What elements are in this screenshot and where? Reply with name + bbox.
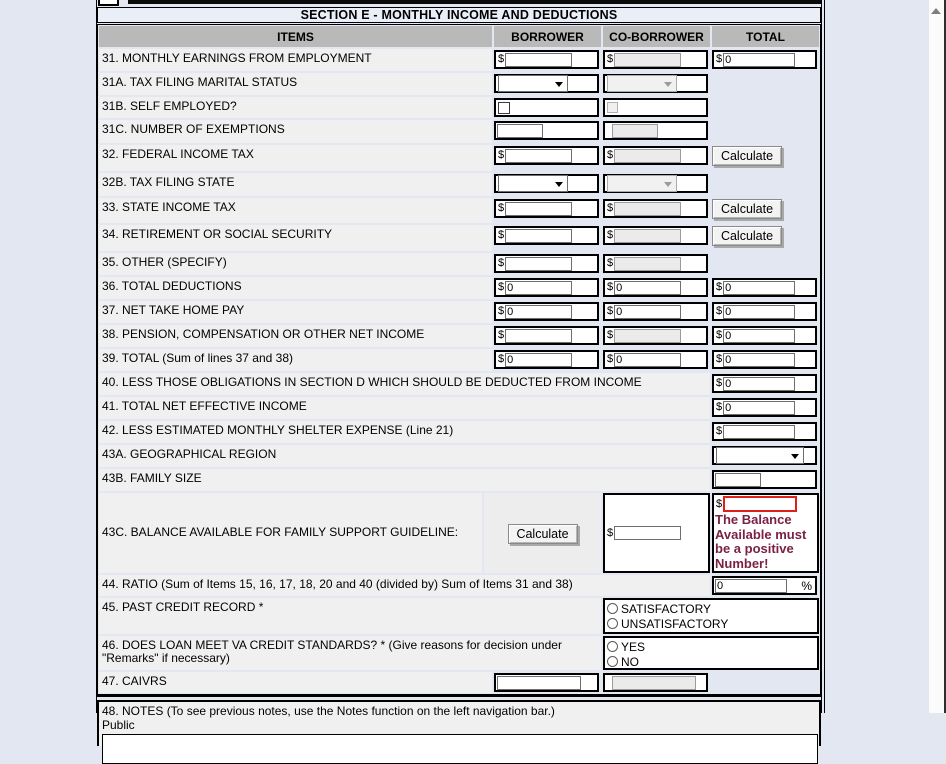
row-31-borrower-amount-input[interactable] [505,53,572,67]
field-box [494,199,599,218]
form-panel [96,0,825,732]
radio-option-yes [607,639,817,654]
row-44-label: 44. RATIO (Sum of Items 15, 16, 17, 18, 20 and 40 (divided by) Sum of Items 31 and 38) [99,575,710,596]
field-box [603,74,708,93]
dollar-sign: $ [498,149,505,161]
field-box [494,673,599,692]
row-44-ratio-input[interactable] [715,579,787,593]
notes-textarea[interactable] [102,734,818,764]
row-41 [99,397,819,419]
row-31B-label: 31B. SELF EMPLOYED? [99,97,492,118]
cell-33-coborrower [603,198,710,223]
row-32B-coborrower-select[interactable] [607,175,677,192]
cell-31C-coborrower [603,120,710,143]
row-35 [99,253,819,275]
field-box [603,226,708,245]
field-box [603,98,708,117]
row-31-total-amount-input[interactable] [723,53,795,67]
cell-31-coborrower [603,49,710,71]
row-43A-label: 43A. GEOGRAPHICAL REGION [99,445,710,467]
cell-34-total [712,225,819,251]
row-47 [99,672,819,693]
row-43C [99,493,819,573]
dollar-sign: $ [716,497,723,510]
up-arrow-icon [931,8,941,14]
row-43C-calculate-button[interactable]: Calculate [508,524,578,544]
cell-37-total [712,301,819,323]
row-31C [99,120,819,143]
row-31 [99,49,819,71]
row-45-options-box [603,598,819,634]
column-header-co-borrower: CO-BORROWER [603,26,710,47]
row-42 [99,421,819,443]
field-box [603,673,708,692]
cell-35-borrower [494,253,601,275]
field-box [712,278,817,297]
field-box [603,50,708,69]
scrollbar[interactable] [929,0,944,713]
dollar-sign: $ [498,257,505,269]
row-39-coborrower-amount-input[interactable] [614,353,681,367]
field-box [603,302,708,321]
row-41-label: 41. TOTAL NET EFFECTIVE INCOME [99,397,710,419]
dollar-sign: $ [498,329,505,341]
dollar-sign: $ [607,149,614,161]
cell-39-borrower [494,349,601,371]
field-box [603,174,708,193]
radio-label: SATISFACTORY [621,601,712,616]
row-46-options-box [603,636,819,670]
row-45-radio-unsatisfactory[interactable] [607,618,618,629]
row-32-borrower-amount-input[interactable] [505,149,572,163]
row-39 [99,349,819,371]
row-38-total-amount-input[interactable] [723,329,795,343]
row-36-label: 36. TOTAL DEDUCTIONS [99,277,492,299]
dollar-sign: $ [498,229,505,241]
row-31-coborrower-amount-input[interactable] [614,53,681,67]
field-box [712,374,817,393]
cell-32-borrower [494,145,601,171]
row-31A-label: 31A. TAX FILING MARITAL STATUS [99,73,492,95]
row-36-total-amount-input[interactable] [723,281,795,295]
row-46-radio-no[interactable] [607,656,618,667]
row-46-label: 46. DOES LOAN MEET VA CREDIT STANDARDS? * (Give reasons for decision under "Remarks" if necessary) [99,636,601,670]
cutoff-field-edge [128,0,821,4]
row-33-borrower-amount-input[interactable] [505,202,572,216]
row-43B-total-input[interactable] [715,473,761,487]
row-32 [99,145,819,171]
row-31A-coborrower-select[interactable] [607,75,677,92]
row-43C-total-cell [712,493,819,573]
row-32B [99,173,819,196]
cell-38-coborrower [603,325,710,347]
row-35-label: 35. OTHER (SPECIFY) [99,253,492,275]
row-43B-label: 43B. FAMILY SIZE [99,469,710,491]
cell-31-borrower [494,49,601,71]
row-32-coborrower-amount-input[interactable] [614,149,681,163]
row-43C-total-input[interactable] [723,496,797,512]
column-header-items: ITEMS [99,26,492,47]
radio-label: UNSATISFACTORY [621,616,729,631]
cell-39-coborrower [603,349,710,371]
row-37-label: 37. NET TAKE HOME PAY [99,301,492,323]
row-39-total-amount-input[interactable] [723,353,795,367]
column-header-total: TOTAL [712,26,819,47]
dollar-sign: $ [716,377,723,389]
row-42-total-amount-input[interactable] [723,425,795,439]
cell-32B-coborrower [603,173,710,196]
field-box [494,146,599,165]
dollar-sign: $ [716,401,723,413]
cell-47-coborrower [603,672,710,693]
field-box [494,174,599,193]
cell-38-total [712,325,819,347]
field-box [494,226,599,245]
row-34-borrower-amount-input[interactable] [505,229,572,243]
dollar-sign: $ [498,281,505,293]
cell-39-total [712,349,819,371]
cell-31B-coborrower [603,97,710,118]
cell-41-total [712,397,819,419]
row-31B [99,97,819,118]
cell-34-coborrower [603,225,710,251]
cell-44-total [712,575,819,596]
row-43C-amount-input[interactable] [614,526,681,540]
cell-35-coborrower [603,253,710,275]
row-31C-coborrower-input[interactable] [612,124,658,138]
field-box [603,146,708,165]
row-36 [99,277,819,299]
cell-35-total [712,253,819,275]
row-32-calculate-button[interactable]: Calculate [712,146,782,166]
row-38-coborrower-amount-input[interactable] [614,329,681,343]
dollar-sign: $ [607,281,614,293]
row-43A [99,445,819,467]
field-box [712,446,817,465]
cell-32-total [712,145,819,171]
row-33 [99,198,819,223]
field-box [494,350,599,369]
cutoff-input-box [98,0,119,6]
row-31-label: 31. MONTHLY EARNINGS FROM EMPLOYMENT [99,49,492,71]
row-43C-label: 43C. BALANCE AVAILABLE FOR FAMILY SUPPORT GUIDELINE: [99,493,482,573]
field-box [603,350,708,369]
cell-43B-total [712,469,819,491]
row-35-borrower-amount-input[interactable] [505,257,572,271]
cell-31A-total [712,73,819,95]
row-31B-borrower-checkbox[interactable] [498,102,510,114]
cell-36-total [712,277,819,299]
income-table [97,24,821,697]
row-33-label: 33. STATE INCOME TAX [99,198,492,223]
row-38 [99,325,819,347]
row-43C-error-input-line [715,496,816,512]
field-box [494,254,599,273]
dollar-sign: $ [716,281,723,293]
cell-31-total [712,49,819,71]
field-box [494,50,599,69]
row-43A-total-select[interactable] [716,447,804,464]
field-box [712,50,817,69]
field-box [603,493,710,573]
row-45-label: 45. PAST CREDIT RECORD * [99,598,601,634]
row-34 [99,225,819,251]
cell-31B-borrower [494,97,601,118]
row-40 [99,373,819,395]
field-box [603,199,708,218]
field-box [712,302,817,321]
row-31A-borrower-select[interactable] [498,75,568,92]
notes-visibility: Public [102,718,135,732]
field-box [712,350,817,369]
cell-40-total [712,373,819,395]
field-box [494,302,599,321]
row-32-label: 32. FEDERAL INCOME TAX [99,145,492,171]
cell-31A-coborrower [603,73,710,95]
cell-31C-total [712,120,819,143]
dollar-sign: $ [607,53,614,65]
field-box [603,254,708,273]
cell-31B-total [712,97,819,118]
row-47-borrower-input[interactable] [497,676,581,690]
cell-32B-total [712,173,819,196]
row-33-coborrower-amount-input[interactable] [614,202,681,216]
radio-label: YES [621,639,646,654]
dollar-sign: $ [607,202,614,214]
dollar-sign: $ [607,229,614,241]
dollar-sign: $ [498,305,505,317]
notes-label: 48. NOTES (To see previous notes, use the Notes function on the left navigation bar.) [102,704,555,718]
cell-37-borrower [494,301,601,323]
scroll-up-button[interactable] [931,7,942,16]
cell-31A-borrower [494,73,601,95]
row-46-radio-yes[interactable] [607,641,618,652]
row-43C-calc-cell [484,493,601,573]
row-39-borrower-amount-input[interactable] [505,353,572,367]
radio-label: NO [621,654,639,669]
cell-36-coborrower [603,277,710,299]
cell-32B-borrower [494,173,601,196]
row-43C-error-box [712,493,819,573]
dollar-sign: $ [607,257,614,269]
row-31C-label: 31C. NUMBER OF EXEMPTIONS [99,120,492,143]
row-43B [99,469,819,491]
row-31C-borrower-input[interactable] [497,124,543,138]
cell-32-coborrower [603,145,710,171]
row-45 [99,598,819,634]
dollar-sign: $ [607,526,614,539]
dollar-sign: $ [498,353,505,365]
row-38-label: 38. PENSION, COMPENSATION OR OTHER NET INCOME [99,325,492,347]
row-40-total-amount-input[interactable] [723,377,795,391]
radio-option-unsatisfactory [607,616,817,631]
cell-42-total [712,421,819,443]
dollar-sign: $ [716,425,723,437]
row-32B-borrower-select[interactable] [498,175,568,192]
table-header-row [99,26,819,47]
row-36-coborrower-amount-input[interactable] [614,281,681,295]
row-34-label: 34. RETIREMENT OR SOCIAL SECURITY [99,225,492,251]
cell-31C-borrower [494,120,601,143]
row-43C-amount-cell [603,493,710,573]
field-box [494,74,599,93]
cell-47-borrower [494,672,601,693]
cell-36-borrower [494,277,601,299]
chevron-down-icon [555,82,563,87]
dollar-sign: $ [716,305,723,317]
row-45-radio-satisfactory[interactable] [607,603,618,614]
row-33-calculate-button[interactable]: Calculate [712,199,782,219]
row-38-borrower-amount-input[interactable] [505,329,572,343]
field-box [712,422,817,441]
cell-33-total [712,198,819,223]
field-box [494,98,599,117]
row-35-coborrower-amount-input[interactable] [614,257,681,271]
field-box [494,121,599,140]
dollar-sign: $ [607,329,614,341]
field-box [494,326,599,345]
cell-43A-total [712,445,819,467]
dollar-sign: $ [716,329,723,341]
chevron-down-icon [664,82,672,87]
row-47-coborrower-input[interactable] [612,676,696,690]
radio-option-satisfactory [607,601,817,616]
row-31A [99,73,819,95]
dollar-sign: $ [716,53,723,65]
notes-section [97,700,821,746]
validation-error-text: The Balance Available must be a positive Number! [715,512,807,571]
row-36-borrower-amount-input[interactable] [505,281,572,295]
field-box [603,278,708,297]
row-34-coborrower-amount-input[interactable] [614,229,681,243]
field-box [603,121,708,140]
field-box [603,326,708,345]
row-31B-coborrower-checkbox[interactable] [607,102,618,113]
field-box [712,326,817,345]
chevron-down-icon [791,454,799,459]
cell-37-coborrower [603,301,710,323]
cutoff-row-above [97,0,821,7]
row-37-borrower-amount-input[interactable] [505,305,572,319]
radio-option-no [607,654,817,669]
column-header-borrower: BORROWER [494,26,601,47]
cell-34-borrower [494,225,601,251]
dollar-sign: $ [607,353,614,365]
row-37 [99,301,819,323]
field-box [712,576,817,595]
chevron-down-icon [664,182,672,187]
section-e-title: SECTION E - MONTHLY INCOME AND DEDUCTIONS [97,7,821,23]
cell-33-borrower [494,198,601,223]
row-46 [99,636,819,670]
row-41-total-amount-input[interactable] [723,401,795,415]
cell-38-borrower [494,325,601,347]
row-39-label: 39. TOTAL (Sum of lines 37 and 38) [99,349,492,371]
row-40-label: 40. LESS THOSE OBLIGATIONS IN SECTION D WHICH SHOULD BE DEDUCTED FROM INCOME [99,373,710,395]
row-37-total-amount-input[interactable] [723,305,795,319]
dollar-sign: $ [716,353,723,365]
cell-47-total [712,672,819,693]
field-box [712,398,817,417]
field-box [712,470,817,489]
row-44 [99,575,819,596]
dollar-sign: $ [607,305,614,317]
row-37-coborrower-amount-input[interactable] [614,305,681,319]
row-42-label: 42. LESS ESTIMATED MONTHLY SHELTER EXPENSE (Line 21) [99,421,710,443]
row-32B-label: 32B. TAX FILING STATE [99,173,492,196]
dollar-sign: $ [498,53,505,65]
dollar-sign: $ [498,202,505,214]
field-box [494,278,599,297]
row-34-calculate-button[interactable]: Calculate [712,226,782,246]
chevron-down-icon [555,182,563,187]
row-47-label: 47. CAIVRS [99,672,492,693]
percent-sign: % [801,578,812,593]
